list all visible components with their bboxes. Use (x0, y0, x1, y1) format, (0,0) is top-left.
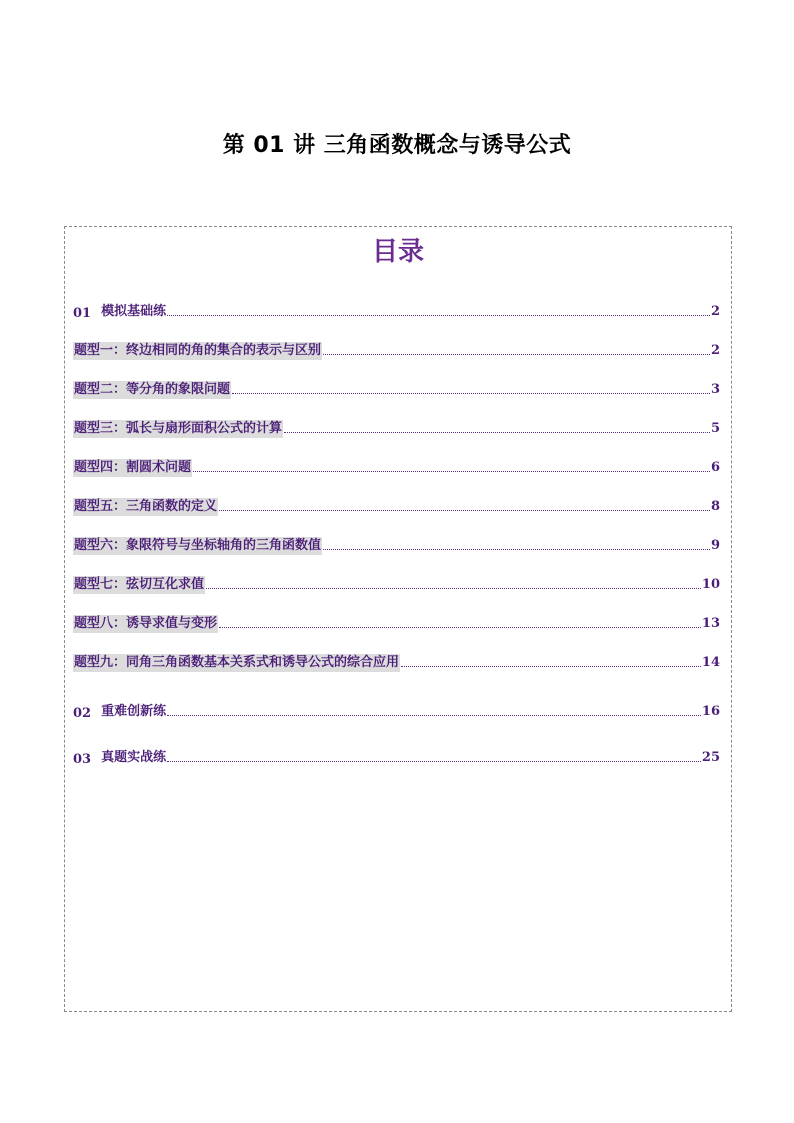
toc-dot-leader (167, 761, 701, 762)
toc-entry-label: 题型二：等分角的象限问题 (74, 382, 231, 397)
toc-entry-type-4[interactable] (73, 457, 720, 477)
toc-entry-label: 题型九：同角三角函数基本关系式和诱导公式的综合应用 (74, 655, 400, 670)
toc-entry-label: 题型三：弧长与扇形面积公式的计算 (74, 421, 283, 436)
toc-dot-leader (167, 315, 710, 316)
toc-entry-type-5[interactable] (73, 496, 720, 516)
toc-dot-leader (193, 471, 710, 472)
toc-entry-type-9[interactable] (73, 652, 720, 672)
toc-entry-section-02[interactable] (73, 701, 720, 721)
toc-section-number: 01 (73, 306, 92, 321)
toc-entry-label: 题型五：三角函数的定义 (74, 499, 218, 514)
toc-dot-leader (167, 715, 701, 716)
toc-section-number: 03 (73, 752, 92, 767)
toc-page-number: 2 (710, 304, 720, 319)
toc-dot-leader (206, 588, 701, 589)
toc-entry-label: 模拟基础练 (101, 304, 167, 319)
toc-page-number: 25 (701, 750, 720, 765)
toc-entry-label: 题型一：终边相同的角的集合的表示与区别 (74, 343, 322, 358)
toc-page-number: 10 (701, 577, 720, 592)
toc-dot-leader (401, 666, 701, 667)
toc-entry-type-1[interactable] (73, 340, 720, 360)
toc-entry-label: 题型四：割圆术问题 (74, 460, 192, 475)
toc-page-number: 9 (710, 538, 720, 553)
toc-page-number: 8 (710, 499, 720, 514)
toc-dot-leader (284, 432, 710, 433)
toc-entry-label: 题型七：弦切互化求值 (74, 577, 205, 592)
toc-heading: 目录 (371, 237, 424, 267)
toc-page-number: 5 (710, 421, 720, 436)
table-of-contents (64, 226, 732, 1012)
toc-entry-section-03[interactable] (73, 747, 720, 767)
toc-entry-label: 题型六：象限符号与坐标轴角的三角函数值 (74, 538, 322, 553)
toc-entry-type-8[interactable] (73, 613, 720, 633)
toc-entry-label: 题型八：诱导求值与变形 (74, 616, 218, 631)
toc-dot-leader (323, 549, 710, 550)
toc-dot-leader (219, 627, 701, 628)
toc-page-number: 2 (710, 343, 720, 358)
toc-entry-type-3[interactable] (73, 418, 720, 438)
toc-page-number: 13 (701, 616, 720, 631)
toc-page-number: 14 (701, 655, 720, 670)
toc-entry-section-01[interactable] (73, 301, 720, 321)
toc-dot-leader (323, 354, 710, 355)
toc-section-number: 02 (73, 706, 92, 721)
toc-entry-label: 重难创新练 (101, 704, 167, 719)
toc-page-number: 16 (701, 704, 720, 719)
toc-entry-type-6[interactable] (73, 535, 720, 555)
toc-page-number: 3 (710, 382, 720, 397)
toc-entry-type-2[interactable] (73, 379, 720, 399)
toc-entry-type-7[interactable] (73, 574, 720, 594)
toc-dot-leader (232, 393, 710, 394)
toc-entry-label: 真题实战练 (101, 750, 167, 765)
page-title: 第 01 讲 三角函数概念与诱导公式 (222, 133, 572, 158)
toc-dot-leader (219, 510, 710, 511)
toc-page-number: 6 (710, 460, 720, 475)
